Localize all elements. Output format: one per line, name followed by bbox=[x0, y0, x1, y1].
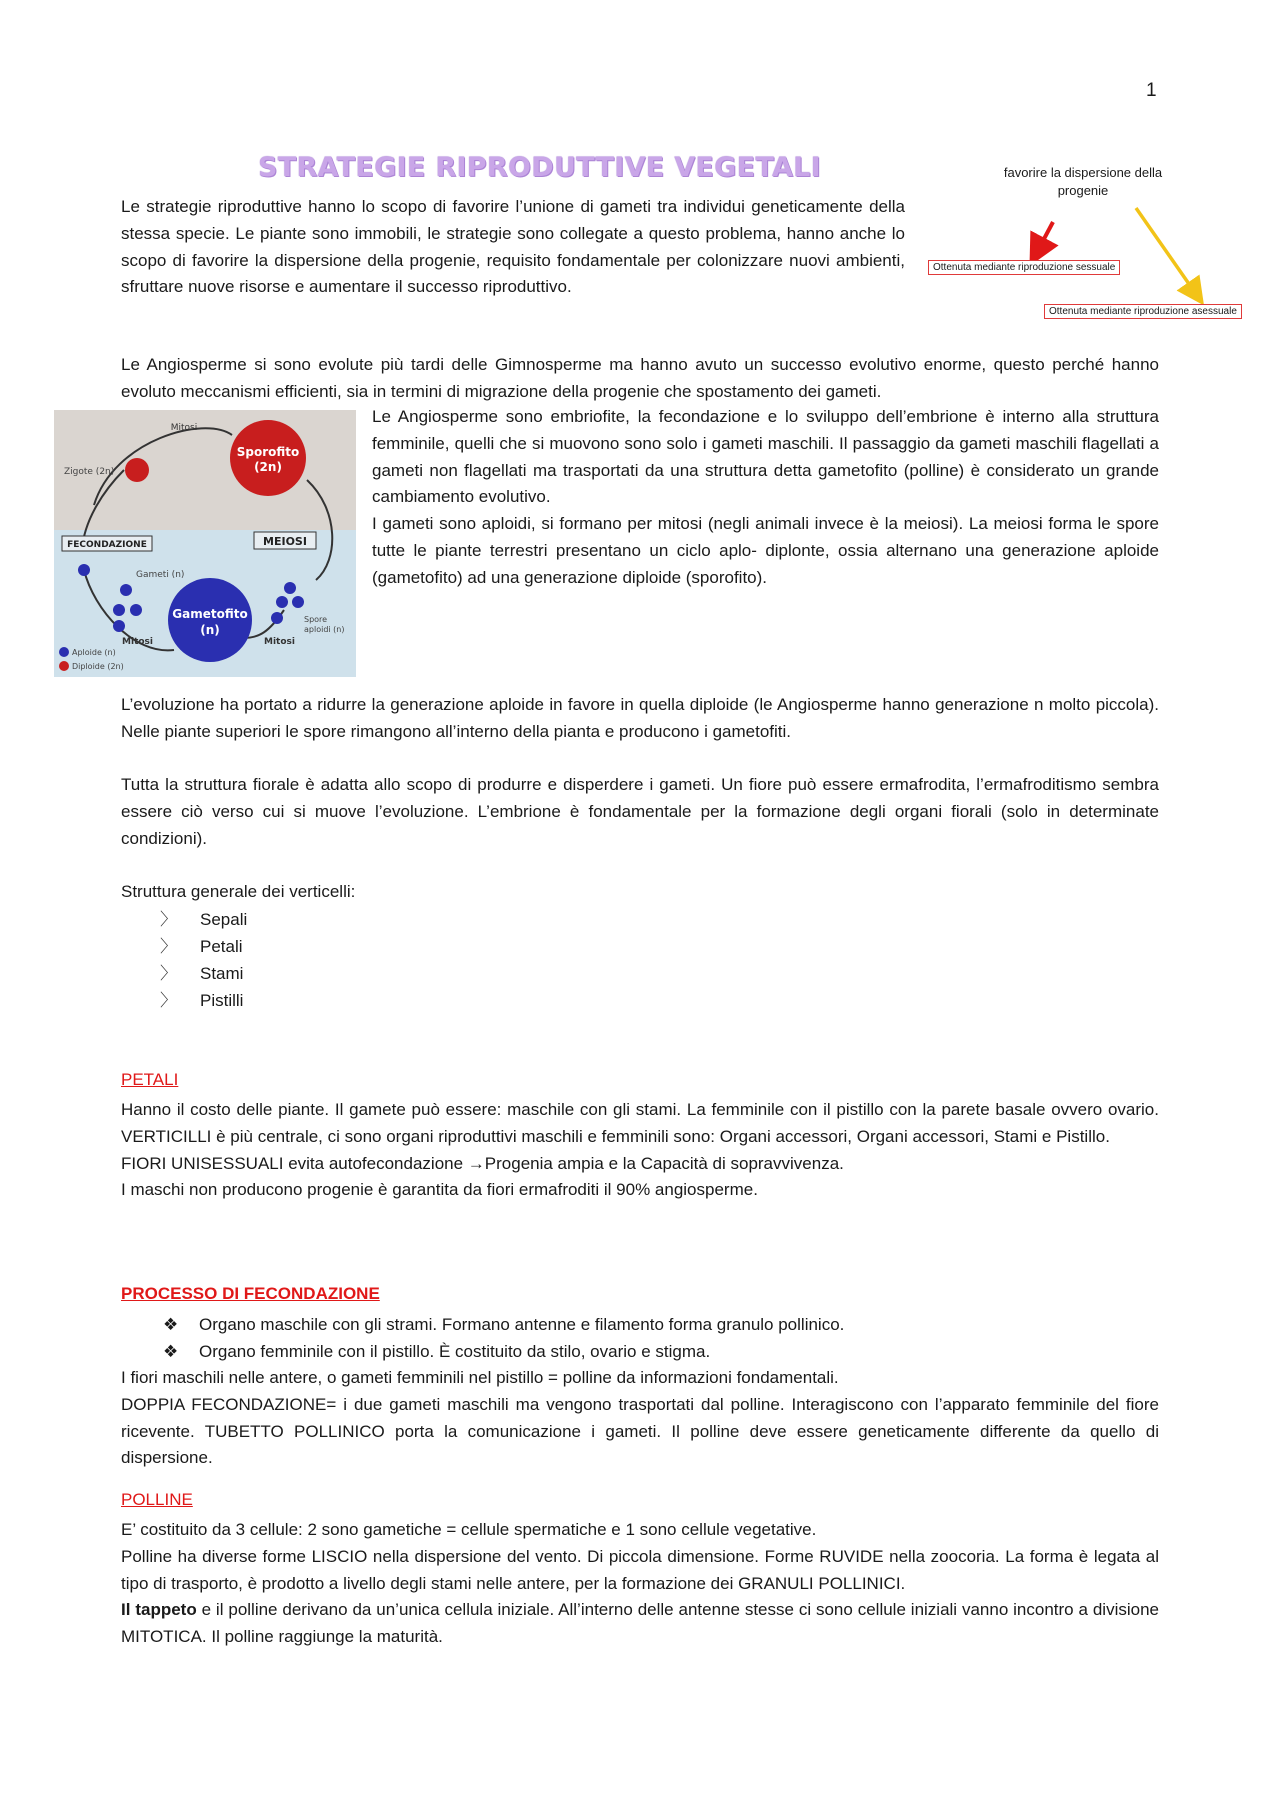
legend-diploid-swatch bbox=[59, 661, 69, 671]
whorls-intro: Struttura generale dei verticelli: bbox=[121, 882, 356, 902]
gamete-circle bbox=[78, 564, 90, 576]
list-item bbox=[160, 960, 247, 987]
gametes-label: Gameti (n) bbox=[136, 570, 185, 580]
mitosis-right-label: Mitosi bbox=[264, 637, 295, 647]
angiosperm-paragraph-2-3 bbox=[372, 404, 1159, 592]
zygote-circle bbox=[125, 458, 149, 482]
sexual-reproduction-box: Ottenuta mediante riproduzione sessuale bbox=[928, 260, 1120, 275]
evolution-paragraph: L’evoluzione ha portato a ridurre la generazione aploide in favore in quella diploide (le Angiosperme hanno generazione n molto piccola). Nelle piante superiori le spore rimangono all’interno della pianta e producono i gametofiti. bbox=[121, 695, 1159, 741]
section-heading-petali: PETALI bbox=[121, 1070, 179, 1089]
sporophyte-ploidy: (2n) bbox=[254, 460, 282, 474]
petali-section bbox=[121, 1097, 1159, 1204]
angiosperm-paragraph-2: Le Angiosperme sono embriofite, la fecondazione e lo sviluppo dell’embrione è interno alla struttura femminile, quelli che si muovono sono solo i gameti maschili. Il passaggio da gameti maschili flagellati a gameti non flagellati ma trasportati da una struttura detta gametofito (polline) è considerato un grande cambiamento evolutivo. bbox=[372, 407, 1159, 507]
fertilization-line: DOPPIA FECONDAZIONE= i due gameti maschili ma vengono trasportati dal polline. Interagiscono con l’apparato femminile del fiore ricevente. TUBETTO POLLINICO porta la comunicazione i gameti. Il polline deve essere geneticamente differente da quello di dispersione. bbox=[121, 1394, 1159, 1468]
mitosis-top-label: Mitosi bbox=[170, 423, 198, 433]
spores-label-1: Spore bbox=[304, 615, 328, 624]
legend-haploid-swatch bbox=[59, 647, 69, 657]
diamond-bullet-icon: ❖ bbox=[163, 1315, 179, 1334]
mitosis-left-label: Mitosi bbox=[122, 637, 153, 647]
petali-line: I maschi non producono progenie è garantita da fiori ermafroditi il 90% angiosperme. bbox=[121, 1180, 758, 1200]
intro-paragraph: Le strategie riproduttive hanno lo scopo di favorire l’unione di gameti tra individui geneticamente della stessa specie. Le piante sono immobili, le strategie sono collegate a questo problema, hanno anche lo scopo di favorire la dispersione della progenie, requisito fondamentale per colonizzare nuovi ambienti, sfruttare nuove risorse e aumentare il successo riproduttivo. bbox=[121, 197, 905, 297]
gametophyte-label: Gametofito bbox=[172, 607, 248, 621]
list-item-label: Organo maschile con gli strami. Formano antenne e filamento forma granulo pollinico. bbox=[199, 1315, 845, 1334]
fertilization-section bbox=[121, 1365, 1159, 1472]
list-item bbox=[160, 933, 247, 960]
list-item bbox=[160, 906, 247, 933]
chevron-right-icon: 〉 bbox=[160, 910, 177, 929]
gamete-circle bbox=[120, 584, 132, 596]
life-cycle-figure bbox=[54, 410, 356, 677]
spores-label-2: aploidi (n) bbox=[304, 625, 345, 634]
list-item bbox=[163, 1338, 844, 1365]
page-number: 1 bbox=[1146, 80, 1157, 101]
gametophyte-ploidy: (n) bbox=[200, 623, 220, 637]
flower-structure-block bbox=[121, 772, 1159, 906]
dispersion-note bbox=[928, 160, 1240, 330]
spore-circle bbox=[292, 596, 304, 608]
asexual-reproduction-box: Ottenuta mediante riproduzione asessuale bbox=[1044, 304, 1242, 319]
dispersion-note-heading: favorire la dispersione della progenie bbox=[1003, 165, 1163, 198]
legend-diploid-label: Diploide (2n) bbox=[72, 662, 124, 671]
spore-circle bbox=[276, 596, 288, 608]
yellow-arrow bbox=[1136, 208, 1196, 294]
fertilization-list bbox=[163, 1311, 844, 1365]
meiosis-label: MEIOSI bbox=[263, 535, 307, 548]
page-title: STRATEGIE RIPRODUTTIVE VEGETALI bbox=[258, 152, 822, 183]
section-heading-fecondazione: PROCESSO DI FECONDAZIONE bbox=[121, 1284, 380, 1303]
fertilization-label: FECONDAZIONE bbox=[67, 540, 147, 550]
flower-paragraph: Tutta la struttura fiorale è adatta allo scopo di produrre e disperdere i gameti. Un fiore può essere ermafrodita, l’ermafroditismo sembra essere ciò verso cui si muove l’evoluzione. L’embrione è fondamentale per la formazione degli organi fiorali (solo in determinate condizioni). bbox=[121, 775, 1159, 848]
chevron-right-icon: 〉 bbox=[160, 937, 177, 956]
tappeto-bold: Il tappeto bbox=[121, 1600, 197, 1620]
list-item-label: Sepali bbox=[200, 910, 248, 929]
petali-line: FIORI UNISESSUALI evita autofecondazione →Progenia ampia e la Capacità di sopravvivenza. bbox=[121, 1153, 844, 1173]
red-arrow bbox=[1037, 222, 1053, 252]
spore-circle bbox=[271, 612, 283, 624]
list-item-label: Stami bbox=[200, 964, 244, 983]
pollen-line-1: E’ costituito da 3 cellule: 2 sono gametiche = cellule spermatiche e 1 sono cellule vegetative. bbox=[121, 1520, 817, 1539]
tappeto-rest: e il polline derivano da un’unica cellula iniziale. All’interno delle antenne stesse ci sono cellule iniziali vanno incontro a divisione MITOTICA. Il polline raggiunge la maturità. bbox=[121, 1600, 1159, 1647]
diamond-bullet-icon: ❖ bbox=[163, 1342, 179, 1361]
list-item-label: Petali bbox=[200, 937, 243, 956]
angiosperm-paragraph-3: I gameti sono aploidi, si formano per mitosi (negli animali invece è la meiosi). La meiosi forma le spore tutte le piante terrestri presentano un ciclo aplo- diplonte, ossia alternano una generazione aploide (gametofito) ad una generazione diploide (sporofito). bbox=[372, 514, 1159, 587]
fertilization-line: I fiori maschili nelle antere, o gameti femminili nel pistillo = polline da informazioni fondamentali. bbox=[121, 1368, 839, 1387]
list-item-label: Organo femminile con il pistillo. È costituito da stilo, ovario e stigma. bbox=[199, 1342, 711, 1361]
pollen-line-3 bbox=[121, 1597, 1159, 1651]
whorls-list bbox=[160, 906, 247, 1014]
sporophyte-label: Sporofito bbox=[236, 445, 300, 459]
section-heading-polline: POLLINE bbox=[121, 1490, 193, 1509]
chevron-right-icon: 〉 bbox=[160, 991, 177, 1010]
list-item-label: Pistilli bbox=[200, 991, 244, 1010]
chevron-right-icon: 〉 bbox=[160, 964, 177, 983]
list-item bbox=[160, 987, 247, 1014]
gamete-circle bbox=[113, 620, 125, 632]
petali-line: Hanno il costo delle piante. Il gamete può essere: maschile con gli stami. La femminile con il pistillo con la parete basale ovvero ovario. VERTICILLI è più centrale, ci sono organi riproduttivi maschili e femminili sono: Organi accessori, Organi accessori, Stami e Pistillo. bbox=[121, 1100, 1159, 1146]
pollen-section bbox=[121, 1517, 1159, 1651]
legend-haploid-label: Aploide (n) bbox=[72, 648, 116, 657]
pollen-line-2: Polline ha diverse forme LISCIO nella dispersione del vento. Di piccola dimensione. Forme RUVIDE nella zoocoria. La forma è legata al tipo di trasporto, è prodotto a livello degli stami nelle antere, per la formazione dei GRANULI POLLINICI. bbox=[121, 1546, 1159, 1593]
angiosperm-paragraph-1: Le Angiosperme si sono evolute più tardi delle Gimnosperme ma hanno avuto un successo evolutivo enorme, questo perché hanno evoluto meccanismi efficienti, sia in termini di migrazione della progenie che spostamento dei gameti. bbox=[121, 355, 1159, 401]
zygote-label: Zigote (2n) bbox=[64, 467, 115, 477]
gamete-circle bbox=[113, 604, 125, 616]
gamete-circle bbox=[130, 604, 142, 616]
spore-circle bbox=[284, 582, 296, 594]
list-item bbox=[163, 1311, 844, 1338]
